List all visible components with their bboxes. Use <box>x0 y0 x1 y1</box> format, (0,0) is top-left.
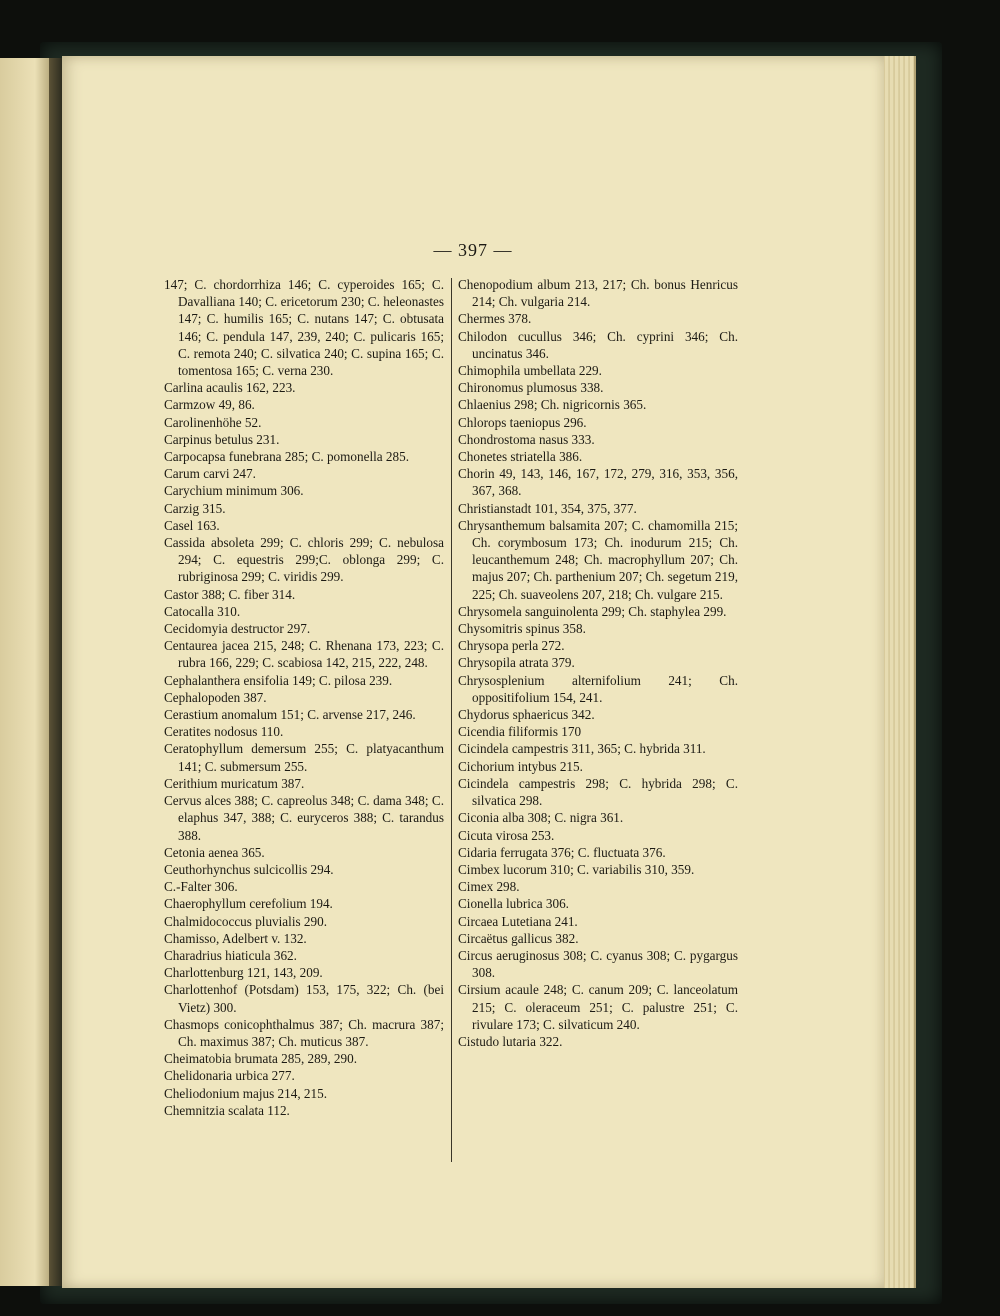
index-entry: Cheimatobia brumata 285, 289, 290. <box>164 1051 358 1067</box>
index-column-right <box>458 276 738 1050</box>
index-entry: Chysomitris spinus 358. <box>458 621 586 637</box>
index-entry: Carum carvi 247. <box>164 466 256 482</box>
previous-page-edge <box>0 58 50 1286</box>
index-entry: Charlottenburg 121, 143, 209. <box>164 965 323 981</box>
index-entry: Centaurea jacea 215, 248; C. Rhenana 173, 223; C. rubra 166, 229; C. scabiosa 142, 215, 222, 248. <box>164 638 444 671</box>
index-entry: Cephalanthera ensifolia 149; C. pilosa 239. <box>164 672 393 688</box>
index-entry: Chilodon cucullus 346; Ch. cyprini 346; Ch. uncinatus 346. <box>458 328 738 361</box>
index-entry: Chemnitzia scalata 112. <box>164 1102 290 1118</box>
index-entry: 147; C. chordorrhiza 146; C. cyperoides 165; C. Davalliana 140; C. ericetorum 230; C. heleonastes 147; C. humilis 165; C. nutans 147; C. obtusata 146; C. pendula 147, 239, 240; C. pulicaris 165; C. remota 240; C. silvatica 240; C. supina 165; C. tomentosa 165; C. verna 230. <box>164 277 444 379</box>
index-entry: Cimex 298. <box>458 879 520 895</box>
index-entry: Chlaenius 298; Ch. nigricornis 365. <box>458 397 647 413</box>
index-entry: Chydorus sphaericus 342. <box>458 707 595 723</box>
index-entry: Carzig 315. <box>164 500 226 516</box>
index-entry: Chaerophyllum cerefolium 194. <box>164 896 333 912</box>
index-entry: Carpocapsa funebrana 285; C. pomonella 285. <box>164 449 409 465</box>
index-entry: Casel 163. <box>164 517 220 533</box>
index-entry: Cetonia aenea 365. <box>164 844 265 860</box>
index-entry: Chonetes striatella 386. <box>458 449 583 465</box>
column-divider <box>451 278 452 1162</box>
index-entry: Cerastium anomalum 151; C. arvense 217, 246. <box>164 707 416 723</box>
index-entry: Chorin 49, 143, 146, 167, 172, 279, 316, 353, 356, 367, 368. <box>458 466 738 499</box>
index-entry: Chrysanthemum balsamita 207; C. chamomilla 215; Ch. corymbosum 173; Ch. inodurum 215; Ch. leucanthemum 248; Ch. macrophyllum 207; Ch. majus 207; Ch. parthenium 207; Ch. segetum 219, 225; Ch. suaveolens 207, 218; Ch. vulgare 215. <box>458 517 738 602</box>
index-entry: Chelidonaria urbica 277. <box>164 1068 295 1084</box>
index-entry: Cheliodonium majus 214, 215. <box>164 1085 328 1101</box>
index-entry: Chamisso, Adelbert v. 132. <box>164 930 307 946</box>
index-entry: Charadrius hiaticula 362. <box>164 947 297 963</box>
index-entry: Circaëtus gallicus 382. <box>458 930 579 946</box>
index-entry: Christianstadt 101, 354, 375, 377. <box>458 500 637 516</box>
index-entry: Cirsium acaule 248; C. canum 209; C. lanceolatum 215; C. oleraceum 251; C. palustre 251; C. rivulare 173; C. silvaticum 240. <box>458 982 738 1032</box>
index-entry: Charlottenhof (Potsdam) 153, 175, 322; Ch. (bei Vietz) 300. <box>164 982 444 1015</box>
index-entry: Cichorium intybus 215. <box>458 758 583 774</box>
page-stack-edges <box>880 56 916 1288</box>
index-entry: Chrysopa perla 272. <box>458 638 565 654</box>
index-entry: Ciconia alba 308; C. nigra 361. <box>458 810 624 826</box>
index-entry: Carlina acaulis 162, 223. <box>164 380 296 396</box>
index-entry: Cicendia filiformis 170 <box>458 724 582 740</box>
index-entry: Castor 388; C. fiber 314. <box>164 586 296 602</box>
index-entry: Circus aeruginosus 308; C. cyanus 308; C. pygargus 308. <box>458 947 738 981</box>
index-entry: Chenopodium album 213, 217; Ch. bonus Henricus 214; Ch. vulgaria 214. <box>458 277 738 310</box>
index-entry: Chironomus plumosus 338. <box>458 380 604 396</box>
index-entry: Cistudo lutaria 322. <box>458 1033 563 1049</box>
book-page <box>62 56 884 1288</box>
index-entry: Carychium minimum 306. <box>164 483 304 499</box>
index-entry: Chlorops taeniopus 296. <box>458 414 587 430</box>
index-entry: Cimbex lucorum 310; C. variabilis 310, 359. <box>458 861 695 877</box>
index-entry: Cionella lubrica 306. <box>458 896 569 912</box>
index-entry: Cicindela campestris 298; C. hybrida 298; C. silvatica 298. <box>458 775 738 809</box>
index-entry: Chimophila umbellata 229. <box>458 363 602 379</box>
index-entry: Cidaria ferrugata 376; C. fluctuata 376. <box>458 844 666 860</box>
index-entry: Chalmidococcus pluvialis 290. <box>164 913 327 929</box>
index-entry: Catocalla 310. <box>164 603 241 619</box>
index-entry: Cicindela campestris 311, 365; C. hybrida 311. <box>458 741 706 757</box>
book-gutter <box>49 58 63 1286</box>
index-entry: Carolinenhöhe 52. <box>164 414 262 430</box>
index-entry: Chrysosplenium alternifolium 241; Ch. oppositifolium 154, 241. <box>458 672 738 705</box>
index-entry: Chondrostoma nasus 333. <box>458 431 595 447</box>
index-entry: Cassida absoleta 299; C. chloris 299; C. nebulosa 294; C. equestris 299;C. oblonga 299; C. rubriginosa 299; C. viridis 299. <box>164 535 444 585</box>
index-entry: Cecidomyia destructor 297. <box>164 621 311 637</box>
index-entry: Chasmops conicophthalmus 387; Ch. macrura 387; Ch. maximus 387; Ch. muticus 387. <box>164 1016 444 1049</box>
index-entry: Chermes 378. <box>458 311 532 327</box>
index-entry: Ceuthorhynchus sulcicollis 294. <box>164 861 334 877</box>
index-entry: Cervus alces 388; C. capreolus 348; C. dama 348; C. elaphus 347, 388; C. euryceros 388; C. tarandus 388. <box>164 793 444 843</box>
index-entry: Carmzow 49, 86. <box>164 397 255 413</box>
index-entry: Chrysopila atrata 379. <box>458 655 575 671</box>
index-entry: Ceratites nodosus 110. <box>164 724 284 740</box>
index-entry: Circaea Lutetiana 241. <box>458 913 578 929</box>
index-entry: Carpinus betulus 231. <box>164 431 280 447</box>
index-entry: Ceratophyllum demersum 255; C. platyacanthum 141; C. submersum 255. <box>164 741 444 774</box>
index-entry: Cephalopoden 387. <box>164 689 267 705</box>
page-number: — 397 — <box>433 240 513 260</box>
index-entry: Chrysomela sanguinolenta 299; Ch. staphylea 299. <box>458 603 727 619</box>
index-entry: C.-Falter 306. <box>164 879 238 895</box>
index-entry: Cerithium muricatum 387. <box>164 775 305 791</box>
index-entry: Cicuta virosa 253. <box>458 827 555 843</box>
index-column-left <box>164 276 444 1119</box>
